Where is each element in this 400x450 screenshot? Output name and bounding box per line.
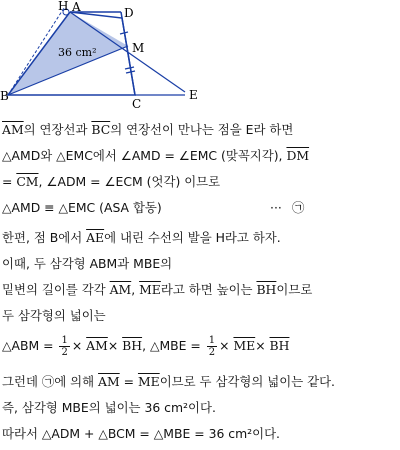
seg-me: $\overline{ME}$ xyxy=(137,374,160,389)
text: 의 연장선이 만나는 점을 E라 하면 xyxy=(110,122,294,137)
seg-cm: $\overline{CM}$ xyxy=(16,174,39,189)
text: △ABM = xyxy=(2,338,58,353)
dots: ··· xyxy=(270,200,282,215)
text: × xyxy=(71,338,87,353)
seg-am: $\overline{AM}$ xyxy=(109,282,132,297)
seg-am: $\overline{AM}$ xyxy=(86,338,108,353)
text: , xyxy=(131,282,140,297)
mark-circle-1: ㉠ xyxy=(292,200,305,215)
text: 즉, 삼각형 MBE의 넓이는 36 cm²이다. xyxy=(2,400,216,415)
seg-me: $\overline{ME}$ xyxy=(139,282,161,297)
seg-am: $\overline{AM}$ xyxy=(2,122,24,137)
text: × xyxy=(255,338,270,353)
numerator: 1 xyxy=(208,335,216,346)
text: = xyxy=(2,174,17,189)
label-b: B xyxy=(0,89,9,103)
label-a: A xyxy=(72,0,81,14)
text-line-11 xyxy=(2,398,216,418)
text: 이때, 두 삼각형 ABM과 MBE의 xyxy=(2,256,173,271)
numerator: 1 xyxy=(61,335,68,346)
text: 이므로 두 삼각형의 넓이는 같다. xyxy=(159,374,335,389)
text-line-1 xyxy=(2,120,293,140)
text-line-8 xyxy=(2,306,106,326)
text: , ∠ADM = ∠ECM (엇각) 이므로 xyxy=(38,174,221,189)
text-line-9 xyxy=(2,332,289,360)
tick-mc-1 xyxy=(125,67,134,69)
label-d: D xyxy=(124,6,134,20)
text: △AMD ≡ △EMC (ASA 합동) xyxy=(2,200,162,215)
text-line-5 xyxy=(2,228,281,248)
text-line-4 xyxy=(2,198,398,218)
denominator: 2 xyxy=(61,347,68,358)
text-line-12 xyxy=(2,424,280,444)
fraction-half xyxy=(59,335,69,358)
text: 의 연장선과 xyxy=(23,122,92,137)
text-line-2 xyxy=(2,146,309,166)
text: 에 의해 xyxy=(54,374,99,389)
text: = xyxy=(119,374,138,389)
mark-circle-1: ㉠ xyxy=(41,374,55,389)
seg-bh: $\overline{BH}$ xyxy=(256,282,277,297)
label-m: M xyxy=(132,41,145,55)
text-line-3 xyxy=(2,172,220,192)
seg-bc: $\overline{BC}$ xyxy=(91,122,111,137)
text: × xyxy=(219,338,234,353)
seg-me: $\overline{ME}$ xyxy=(233,338,256,353)
label-c: C xyxy=(132,97,142,111)
seg-bh: $\overline{BH}$ xyxy=(122,338,143,353)
denominator: 2 xyxy=(208,347,216,358)
text: 이므로 xyxy=(276,282,313,297)
text-line-6 xyxy=(2,254,172,274)
seg-bh: $\overline{BH}$ xyxy=(269,338,290,353)
text: × xyxy=(107,338,123,353)
label-h: H xyxy=(58,0,69,13)
text: , △MBE = xyxy=(142,338,205,353)
text: 라고 하면 높이는 xyxy=(160,282,257,297)
seg-ae: $\overline{AE}$ xyxy=(86,230,105,245)
text-line-10 xyxy=(2,372,335,392)
text: 그런데 xyxy=(2,374,42,389)
text: 밑변의 길이를 각각 xyxy=(2,282,110,297)
text: △AMD와 △EMC에서 ∠AMD = ∠EMC (맞꼭지각), xyxy=(2,148,287,163)
label-e: E xyxy=(189,88,198,102)
text-line-7 xyxy=(2,280,312,300)
area-label: 36 cm² xyxy=(58,46,97,59)
text: 따라서 △ADM + △BCM = △MBE = 36 cm²이다. xyxy=(2,426,280,441)
fraction-half xyxy=(207,335,217,358)
trapezoid-figure xyxy=(0,0,400,112)
seg-dm: $\overline{DM}$ xyxy=(286,148,310,163)
seg-am: $\overline{AM}$ xyxy=(98,374,120,389)
text: 두 삼각형의 넓이는 xyxy=(2,308,106,323)
text: 한편, 점 B에서 xyxy=(2,230,87,245)
text: 에 내린 수선의 발을 H라고 하자. xyxy=(104,230,281,245)
